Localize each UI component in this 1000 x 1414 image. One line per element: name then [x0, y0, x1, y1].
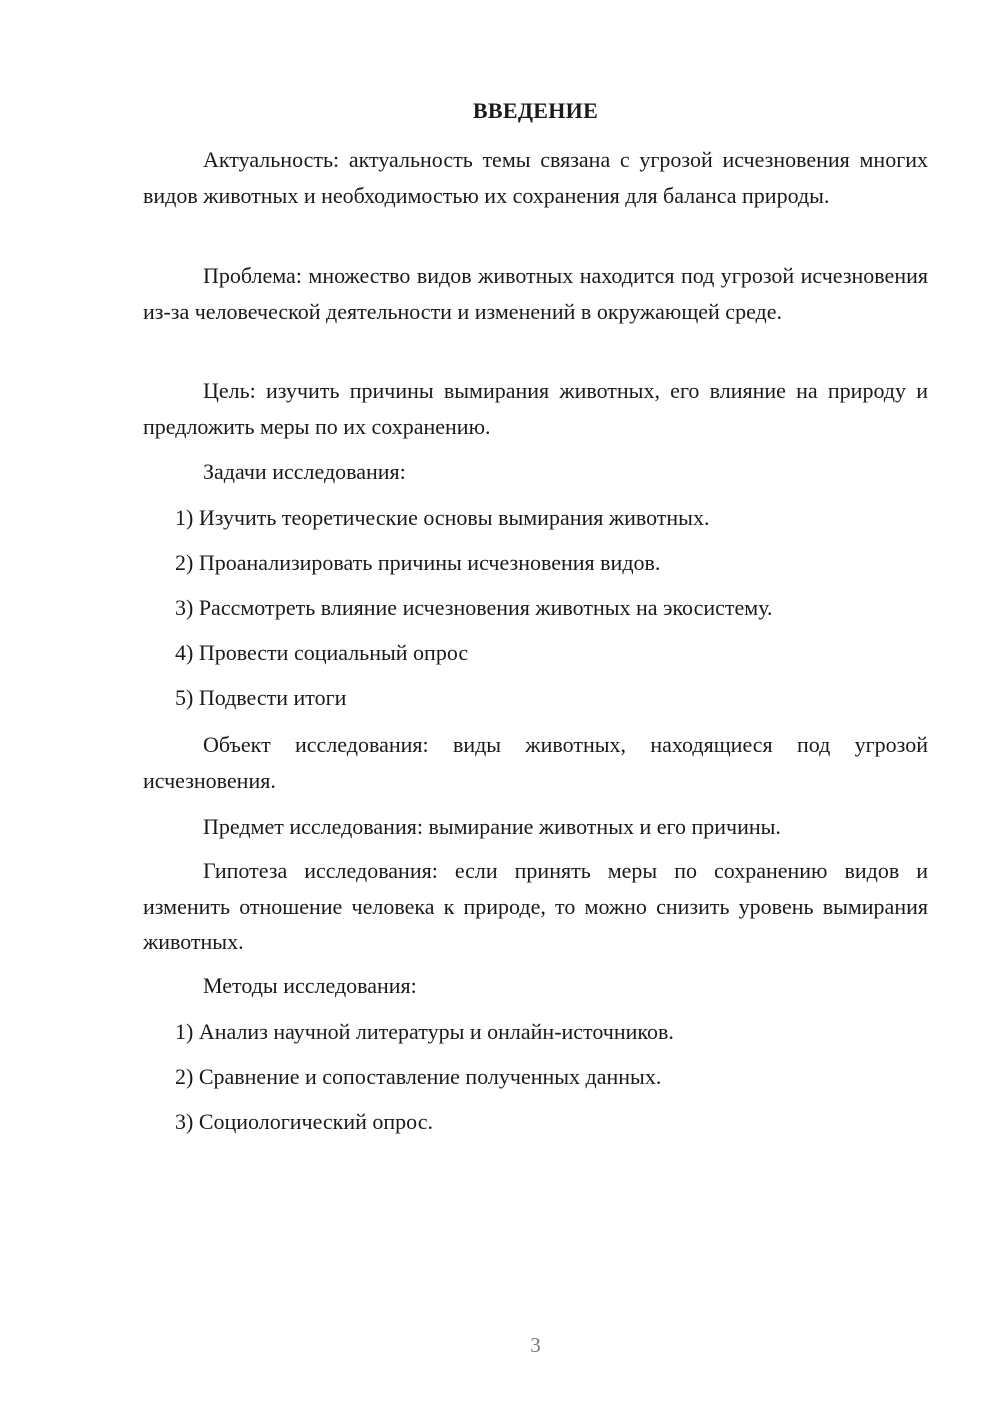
method-item: 2) Сравнение и сопоставление полученных данных. — [175, 1064, 662, 1089]
subject-paragraph: Предмет исследования: вымирание животных и его причины. — [203, 814, 781, 839]
task-item: 5) Подвести итоги — [175, 685, 347, 710]
methods-heading: Методы исследования: — [203, 973, 417, 998]
task-item: 4) Провести социальный опрос — [175, 640, 469, 665]
method-item: 3) Социологический опрос. — [175, 1109, 433, 1134]
method-item: 1) Анализ научной литературы и онлайн-источников. — [175, 1019, 674, 1044]
problem-paragraph: Проблема: множество видов животных находится под угрозой исчезновения из-за человеческой деятельности и изменений в окружающей среде. — [143, 263, 928, 324]
hypothesis-paragraph: Гипотеза исследования: если принять меры по сохранению видов и изменить отношение человека к природе, то можно снизить уровень вымирания животных. — [143, 858, 928, 954]
page-number: 3 — [530, 1333, 541, 1357]
page-title: ВВЕДЕНИЕ — [472, 98, 599, 123]
object-paragraph: Объект исследования: виды животных, находящиеся под угрозой исчезновения. — [143, 732, 928, 793]
tasks-heading: Задачи исследования: — [203, 459, 406, 484]
goal-paragraph: Цель: изучить причины вымирания животных, его влияние на природу и предложить меры по их сохранению. — [143, 378, 928, 439]
task-item: 2) Проанализировать причины исчезновения видов. — [175, 550, 661, 575]
task-item: 1) Изучить теоретические основы вымирания животных. — [175, 505, 710, 530]
task-item: 3) Рассмотреть влияние исчезновения животных на экосистему. — [175, 595, 773, 620]
relevance-paragraph: Актуальность: актуальность темы связана с угрозой исчезновения многих видов животных и необходимостью их сохранения для баланса природы. — [143, 147, 928, 208]
